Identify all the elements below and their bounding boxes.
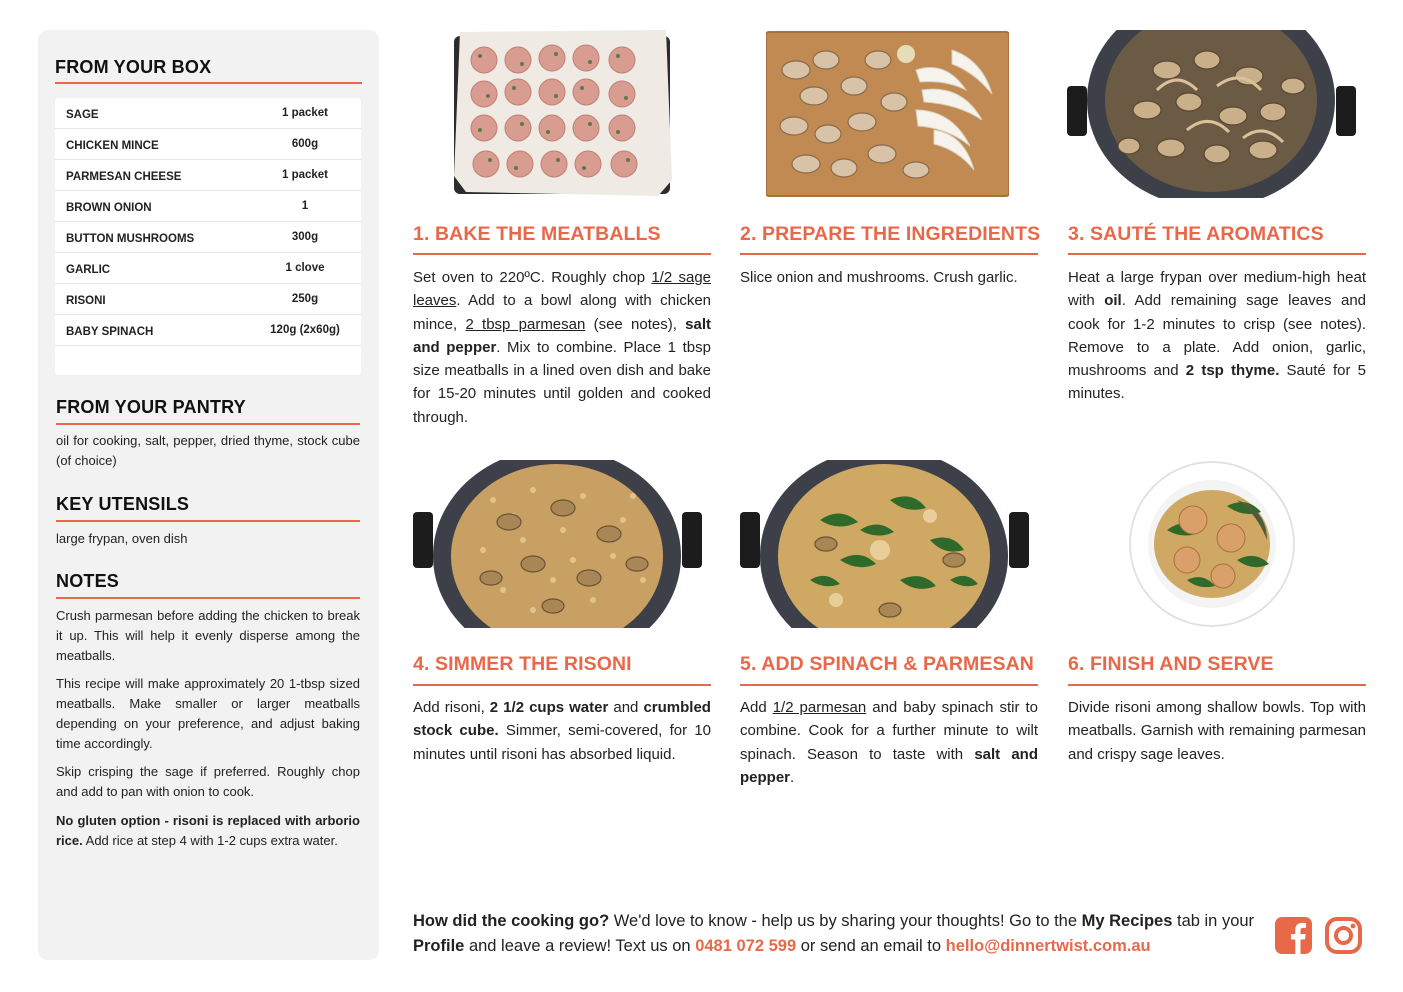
ingredient-name: SAGE [66,109,99,121]
utensils-text: large frypan, oven dish [56,531,188,546]
step-2-text [740,266,1038,289]
ingredient-qty: 300g [291,231,319,243]
step-6-title: 6. FINISH AND SERVE [1068,653,1274,675]
step-2-title: 2. PREPARE THE INGREDIENTS [740,223,1041,245]
ingredient-name: PARMESAN CHEESE [66,171,182,183]
step-5-title: 5. ADD SPINACH & PARMESAN [740,653,1034,675]
ingredient-qty: 250g [291,293,319,305]
profile-label: Profile [413,937,465,955]
step-text-run: (see notes), [585,315,686,333]
step-text-run: . [790,768,795,786]
ingredient-row [55,98,361,129]
ingredient-name: BABY SPINACH [66,326,154,338]
feedback-text-1: We'd love to know - help us by sharing your thoughts! Go to the [609,912,1082,930]
step-text-run: . Add to a bowl along with chicken mince, [413,292,711,333]
ingredient-name: CHICKEN MINCE [66,140,159,152]
step-1-title: 1. BAKE THE MEATBALLS [413,223,661,245]
chopping-board-photo [766,30,1009,198]
instagram-icon[interactable] [1325,917,1362,954]
divider [740,253,1038,255]
my-recipes-label: My Recipes [1081,912,1173,930]
bold-text: 2 1/2 cups water [489,699,609,716]
divider [413,684,711,686]
step-text-run: and baby spinach stir to combine. Cook for a further minute to wilt spinach. Season to taste with [740,699,1038,763]
ingredient-row [55,129,361,160]
note-bold: No gluten option - risoni is replaced with arborio rice. [56,813,360,848]
ingredient-name: BUTTON MUSHROOMS [66,233,195,245]
bold-text: 2 tsp thyme. [1185,362,1280,380]
divider [56,423,360,425]
underlined-quantity: 1/2 parmesan [772,699,867,716]
step-text-run: Divide risoni among shallow bowls. Top with meatballs. Garnish with remaining parmesan and crispy sage leaves. [1068,699,1366,763]
underlined-quantity: 1/2 sage leaves [413,269,712,310]
feedback-question: How did the cooking go? [413,912,610,930]
divider [413,253,711,255]
step-text-run: . Add remaining sage leaves and cook for 1-2 minutes to crisp (see notes). Remove to a plate. Add onion, garlic, mushrooms and [1068,292,1367,380]
ingredients-table [55,98,361,375]
ingredient-qty: 1 [301,200,309,212]
note-paragraph [56,811,360,851]
ingredient-name: GARLIC [66,264,111,276]
notes-title: NOTES [56,571,120,591]
ingredient-row [55,191,361,222]
ingredient-row [55,315,361,346]
bold-text: oil [1104,292,1122,310]
note-text: Skip crisping the sage if preferred. Roughly chop and add to pan with onion to cook. [56,764,360,799]
underlined-quantity: 2 tbsp parmesan [465,315,586,333]
step-6-text [1068,696,1366,766]
facebook-icon[interactable] [1275,917,1312,954]
step-text-run: Set oven to 220ºC. Roughly chop [413,269,652,286]
frypan-spinach-photo [740,460,1029,628]
note-text: This recipe will make approximately 20 1-tbsp sized meatballs. Make smaller or larger meatballs depending on your preference, and adjust baking time accordingly. [56,676,360,751]
feedback-text-3: and leave a review! Text us on [464,937,696,955]
step-text-run: Heat a large frypan over medium-high heat with [1068,269,1366,310]
divider [740,684,1038,686]
frypan-risoni-photo [413,460,702,628]
step-4-text [413,696,711,766]
meatballs-tray-photo [452,30,676,198]
from-your-pantry-title: FROM YOUR PANTRY [56,397,246,417]
feedback-text [413,909,1263,959]
ingredient-row [55,160,361,191]
ingredient-name: RISONI [66,295,106,307]
step-text-run: Sauté for 5 minutes. [1068,362,1366,403]
divider [56,597,360,599]
step-text-run: Add [740,699,773,716]
note-text: Crush parmesan before adding the chicken to break it up. This will help it evenly disperse among the meatballs. [56,608,360,663]
step-text-run: Add risoni, [413,699,490,716]
step-text-run: . Mix to combine. Place 1 tbsp size meatballs in a lined oven dish and bake for 15-20 minutes until golden and cooked through. [413,338,711,426]
ingredient-row [55,284,361,315]
ingredient-row [55,222,361,253]
note-paragraph [56,674,360,754]
note-text: Add rice at step 4 with 1-2 cups extra water. [82,833,338,848]
pantry-text: oil for cooking, salt, pepper, dried thyme, stock cube (of choice) [56,433,360,468]
divider [1068,253,1366,255]
divider [55,82,362,84]
key-utensils-title: KEY UTENSILS [56,494,190,514]
divider [56,520,360,522]
phone-link[interactable]: 0481 072 599 [695,937,797,955]
note-paragraph [56,762,360,802]
step-text-run: Simmer, semi-covered, for 10 minutes until risoni has absorbed liquid. [413,722,712,763]
from-your-box-title: FROM YOUR BOX [55,57,212,77]
ingredient-qty: 1 clove [285,262,325,274]
bold-text: salt and pepper [740,745,1038,786]
ingredient-qty: 120g (2x60g) [270,324,340,336]
ingredient-qty: 1 packet [281,169,329,181]
ingredient-qty: 600g [291,138,319,150]
ingredient-row [55,253,361,284]
step-text-run: and [608,699,644,716]
email-link[interactable]: hello@dinnertwist.com.au [945,937,1151,955]
step-3-text [1068,266,1366,406]
frypan-mushrooms-photo [1067,30,1356,198]
bold-text: salt and pepper [413,315,711,356]
ingredient-name: BROWN ONION [66,202,152,214]
divider [1068,684,1366,686]
plated-dish-photo [1127,460,1297,628]
bold-text: crumbled stock cube. [413,699,711,740]
step-4-title: 4. SIMMER THE RISONI [413,653,632,675]
step-5-text [740,696,1038,789]
step-3-title: 3. SAUTÉ THE AROMATICS [1068,223,1324,245]
step-text-run: Slice onion and mushrooms. Crush garlic. [740,269,1018,286]
feedback-text-2: tab in your [1172,912,1255,930]
sidebar [38,30,379,960]
ingredient-qty: 1 packet [281,107,329,119]
note-paragraph [56,606,360,666]
feedback-text-4: or send an email to [796,937,946,955]
step-1-text [413,266,711,429]
